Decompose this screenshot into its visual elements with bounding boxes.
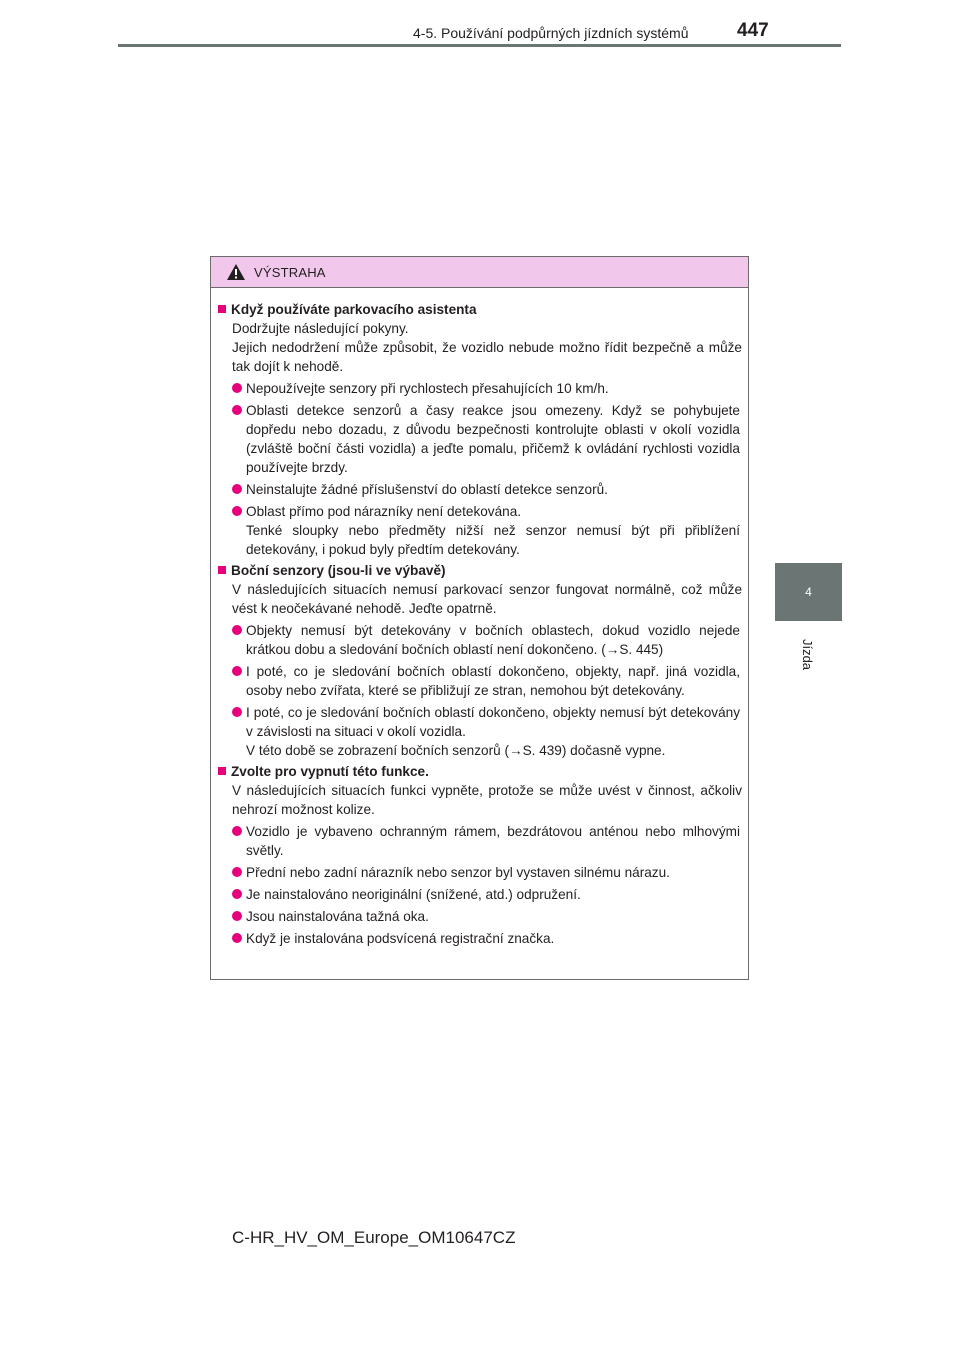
round-bullet-icon (232, 383, 242, 393)
warning-section (217, 300, 742, 559)
round-bullet-icon (232, 889, 242, 899)
document-code: C-HR_HV_OM_Europe_OM10647CZ (232, 1228, 516, 1247)
intro-paragraph: Dodržujte následující pokyny. (232, 321, 409, 336)
chapter-tab (775, 563, 842, 621)
round-bullet-icon (232, 666, 242, 676)
warning-title: VÝSTRAHA (254, 264, 326, 280)
section-heading (217, 561, 742, 580)
round-bullet-icon (232, 826, 242, 836)
bullet-paragraph: Objekty nemusí být detekovány v bočních oblastech, dokud vozidlo nejede krátkou dobu a sledování bočních oblastí není dokončeno. (→S. 445) (246, 623, 740, 657)
bullet-item (217, 822, 742, 860)
section-heading (217, 762, 742, 781)
bullet-item (217, 863, 742, 882)
bullet-paragraph: Přední nebo zadní nárazník nebo senzor byl vystaven silnému nárazu. (246, 865, 670, 880)
warning-body (211, 288, 748, 948)
bullet-paragraph: Tenké sloupky nebo předměty nižší než senzor nemusí být při přiblížení detekovány, i pokud byly předtím detekovány. (246, 523, 740, 557)
square-bullet-icon (218, 305, 226, 313)
bullet-item (217, 662, 742, 700)
bullet-text (246, 822, 742, 860)
bullet-item (217, 621, 742, 659)
round-bullet-icon (232, 405, 242, 415)
bullet-text (246, 662, 742, 700)
warning-triangle-icon (226, 263, 246, 281)
warning-section (217, 762, 742, 948)
bullet-item (217, 502, 742, 559)
intro-paragraph: V následujících situacích funkci vypněte, protože se může uvést v činnost, ačkoliv nehrozí možnost kolize. (232, 783, 742, 817)
section-intro (217, 319, 742, 376)
bullet-text (246, 502, 742, 559)
section-heading-text: Boční senzory (jsou-li ve výbavě) (231, 563, 446, 578)
round-bullet-icon (232, 867, 242, 877)
bullet-paragraph: Oblast přímo pod nárazníky není detekována. (246, 504, 522, 519)
round-bullet-icon (232, 506, 242, 516)
bullet-paragraph: Nepoužívejte senzory při rychlostech přesahujících 10 km/h. (246, 381, 609, 396)
chapter-label: Jízda (800, 638, 816, 670)
section-intro (217, 580, 742, 618)
section-intro (217, 781, 742, 819)
bullet-text (246, 621, 742, 659)
square-bullet-icon (218, 767, 226, 775)
warning-header (211, 257, 748, 288)
bullet-text (246, 885, 742, 904)
bullet-paragraph: I poté, co je sledování bočních oblastí dokončeno, objekty nemusí být detekovány v závislosti na situaci v okolí vozidla. (246, 705, 740, 739)
section-heading-text: Když používáte parkovacího asistenta (231, 302, 477, 317)
header-section-title: 4-5. Používání podpůrných jízdních systémů (413, 25, 689, 41)
square-bullet-icon (218, 566, 226, 574)
round-bullet-icon (232, 911, 242, 921)
chapter-side-label (783, 634, 833, 674)
bullet-item (217, 907, 742, 926)
bullet-paragraph: Neinstalujte žádné příslušenství do oblastí detekce senzorů. (246, 482, 608, 497)
page-number: 447 (737, 20, 769, 41)
bullet-text (246, 401, 742, 477)
bullet-paragraph: Je nainstalováno neoriginální (snížené, atd.) odpružení. (246, 887, 581, 902)
warning-box (210, 256, 749, 980)
bullet-text (246, 379, 742, 398)
warning-section (217, 561, 742, 760)
bullet-paragraph: V této době se zobrazení bočních senzorů (→S. 439) dočasně vypne. (246, 743, 666, 758)
bullet-text (246, 929, 742, 948)
bullet-paragraph: Oblasti detekce senzorů a časy reakce jsou omezeny. Když se pohybujete dopředu nebo dozadu, z důvodu bezpečnosti kontrolujte oblasti v okolí vozidla (zvláště boční části vozidla) a jeďte pomalu, přičemž k ovládání rychlosti vozidla používejte brzdy. (246, 403, 740, 475)
section-heading-text: Zvolte pro vypnutí této funkce. (231, 764, 429, 779)
bullet-paragraph: Jsou nainstalována tažná oka. (246, 909, 429, 924)
header-rule (118, 44, 841, 47)
bullet-text (246, 703, 742, 760)
round-bullet-icon (232, 625, 242, 635)
bullet-paragraph: I poté, co je sledování bočních oblastí dokončeno, objekty, např. jiná vozidla, osoby nebo zvířata, které se přibližují ze stran, nemohou být detekovány. (246, 664, 740, 698)
chapter-number: 4 (805, 585, 812, 599)
bullet-item (217, 703, 742, 760)
round-bullet-icon (232, 707, 242, 717)
bullet-item (217, 401, 742, 477)
round-bullet-icon (232, 933, 242, 943)
bullet-item (217, 885, 742, 904)
bullet-item (217, 929, 742, 948)
bullet-text (246, 480, 742, 499)
bullet-item (217, 480, 742, 499)
intro-paragraph: Jejich nedodržení může způsobit, že vozidlo nebude možno řídit bezpečně a může tak dojít k nehodě. (232, 340, 742, 374)
section-heading (217, 300, 742, 319)
round-bullet-icon (232, 484, 242, 494)
bullet-text (246, 907, 742, 926)
intro-paragraph: V následujících situacích nemusí parkovací senzor fungovat normálně, což může vést k neočekávané nehodě. Jeďte opatrně. (232, 582, 742, 616)
bullet-paragraph: Vozidlo je vybaveno ochranným rámem, bezdrátovou anténou nebo mlhovými světly. (246, 824, 740, 858)
bullet-item (217, 379, 742, 398)
bullet-text (246, 863, 742, 882)
bullet-paragraph: Když je instalována podsvícená registrační značka. (246, 931, 555, 946)
